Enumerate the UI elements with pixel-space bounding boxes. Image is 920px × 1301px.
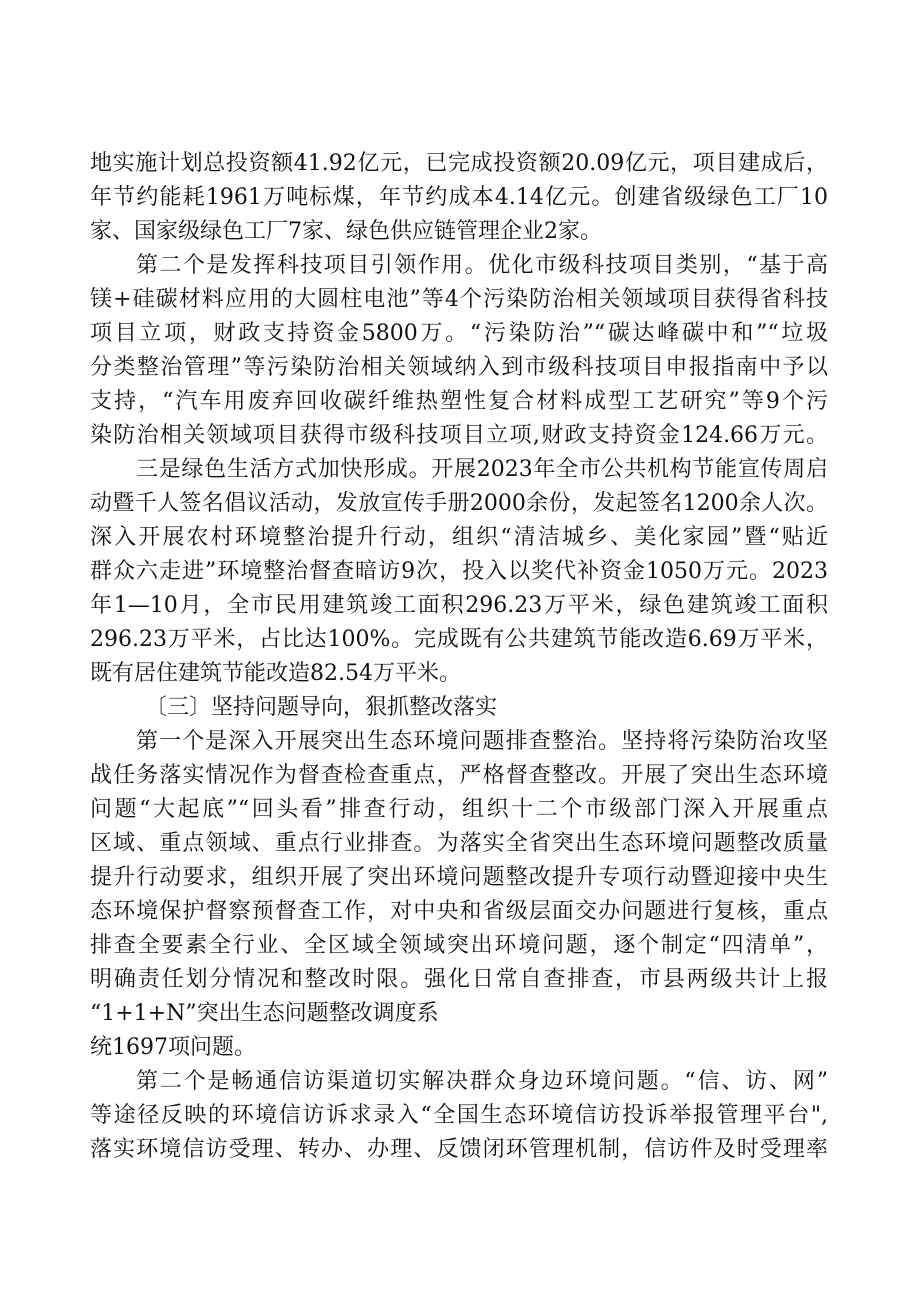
text-line: 296.23万平米，占比达100%。完成既有公共建筑节能改造6.69万平米， (90, 627, 828, 652)
text-line: 提升行动要求，组织开展了突出环境问题整改提升专项行动暨迎接中央生 (90, 865, 828, 890)
text-line: 染防治相关领域项目获得市级科技项目立项,财政支持资金124.66万元。 (90, 423, 828, 448)
text-line: 地实施计划总投资额41.92亿元，已完成投资额20.09亿元，项目建成后， (90, 151, 828, 176)
paragraph-first-line: 第一个是深入开展突出生态环境问题排查整治。坚持将污染防治攻坚 (136, 729, 828, 754)
text-line: 问题“大起底”“回头看”排查行动，组织十二个市级部门深入开展重点 (90, 797, 828, 822)
paragraph-first-line: 三是绿色生活方式加快形成。开展2023年全市公共机构节能宣传周启 (136, 457, 828, 482)
text-line: “1+1+N”突出生态问题整改调度系 (90, 1001, 439, 1026)
text-line: 年节约能耗1961万吨标煤，年节约成本4.14亿元。创建省级绿色工厂10 (90, 185, 828, 210)
text-line: 态环境保护督察预督查工作，对中央和省级层面交办问题进行复核，重点 (90, 899, 828, 924)
text-line: 家、国家级绿色工厂7家、绿色供应链管理企业2家。 (90, 219, 602, 244)
section-heading: 〔三〕坚持问题导向，狠抓整改落实 (145, 695, 498, 720)
text-line: 明确责任划分情况和整改时限。强化日常自查排查，市县两级共计上报 (90, 967, 828, 992)
text-line: 战任务落实情况作为督查检查重点，严格督查整改。开展了突出生态环境 (90, 763, 828, 788)
text-line: 既有居住建筑节能改造82.54万平米。 (90, 661, 461, 686)
text-line: 区域、重点领域、重点行业排查。为落实全省突出生态环境问题整改质量 (90, 831, 828, 856)
text-line: 深入开展农村环境整治提升行动，组织“清洁城乡、美化家园”暨“贴近 (90, 525, 828, 550)
paragraph-first-line: 第二个是发挥科技项目引领作用。优化市级科技项目类别，“基于高 (136, 253, 828, 278)
text-line: 动暨千人签名倡议活动，发放宣传手册2000余份，发起签名1200余人次。 (90, 491, 828, 516)
text-line: 群众六走进”环境整治督查暗访9次，投入以奖代补资金1050万元。2023 (90, 559, 828, 584)
text-line: 排查全要素全行业、全区域全领域突出环境问题，逐个制定“四清单”， (90, 933, 828, 958)
text-line: 支持，“汽车用废弃回收碳纤维热塑性复合材料成型工艺研究”等9个污 (90, 389, 828, 414)
text-line: 项目立项，财政支持资金5800万。“污染防治”“碳达峰碳中和”“垃圾 (90, 321, 828, 346)
text-line: 分类整治管理”等污染防治相关领域纳入到市级科技项目申报指南中予以 (90, 355, 828, 380)
paragraph-first-line: 第二个是畅通信访渠道切实解决群众身边环境问题。“信、访、网” (136, 1069, 828, 1094)
text-line: 落实环境信访受理、转办、办理、反馈闭环管理机制，信访件及时受理率 (90, 1137, 828, 1162)
text-line: 镁+硅碳材料应用的大圆柱电池”等4个污染防治相关领域项目获得省科技 (90, 287, 828, 312)
text-line: 年1—10月，全市民用建筑竣工面积296.23万平米，绿色建筑竣工面积 (90, 593, 828, 618)
text-line: 统1697项问题。 (90, 1035, 256, 1060)
text-line: 等途径反映的环境信访诉求录入“全国生态环境信访投诉举报管理平台", (90, 1103, 828, 1128)
